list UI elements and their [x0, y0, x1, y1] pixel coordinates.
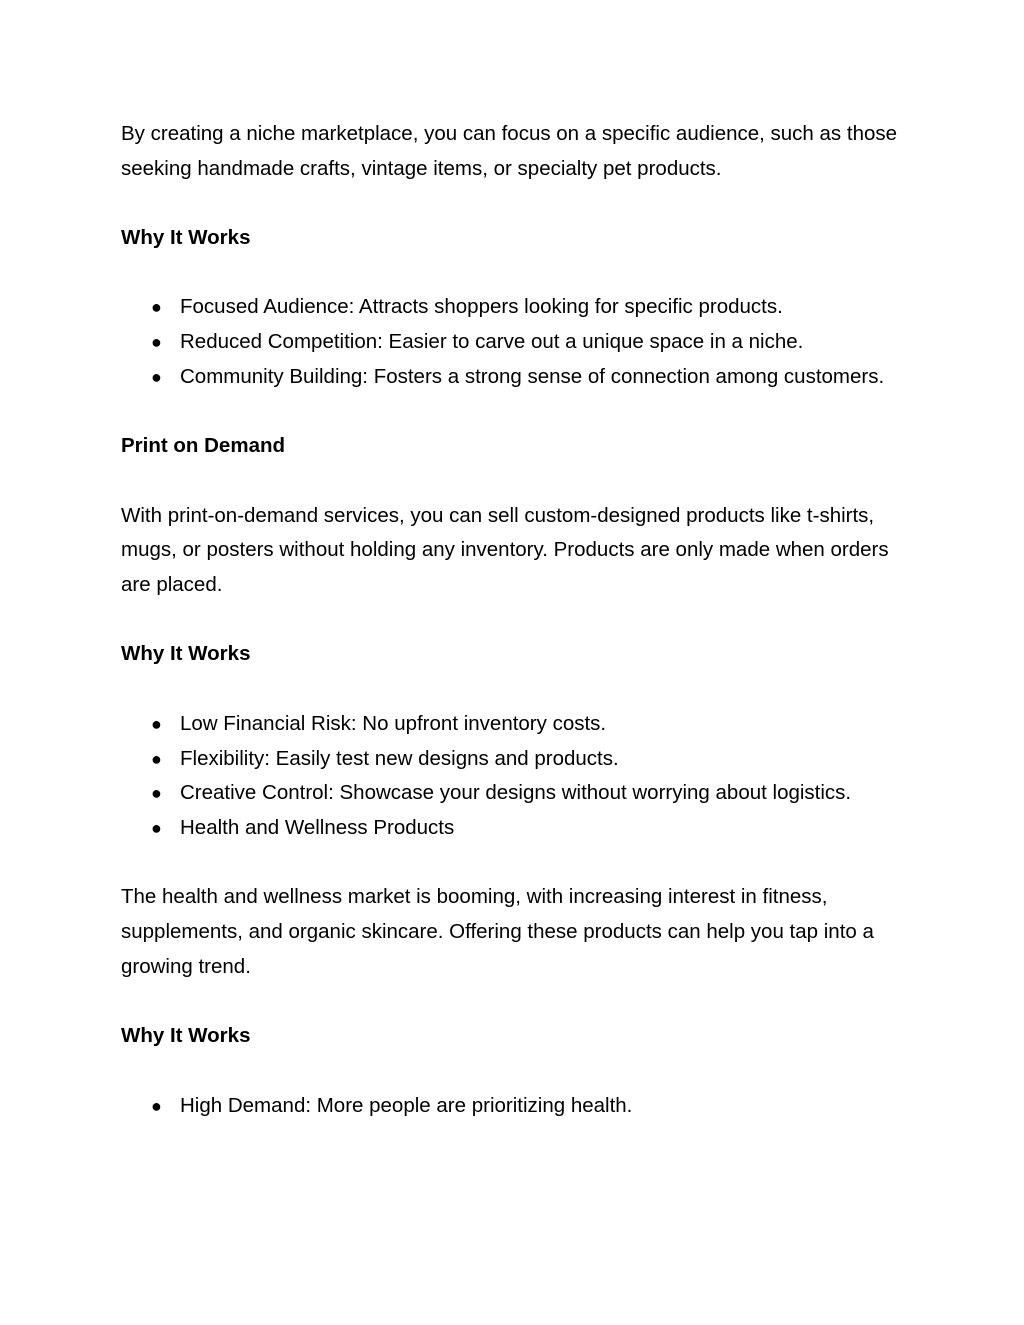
section-heading: Print on Demand	[121, 434, 286, 458]
list-item	[121, 707, 907, 742]
section-heading: Why It Works	[121, 642, 251, 666]
list-item-text: Low Financial Risk: No upfront inventory costs.	[180, 711, 607, 735]
list-item	[121, 742, 907, 777]
document-page	[121, 117, 907, 1158]
list-item-text: Health and Wellness Products	[180, 815, 455, 839]
print-on-demand-paragraph: With print-on-demand services, you can sell custom-designed products like t-shirts, mugs, or posters without holding any inventory. Products are only made when orders are placed.	[121, 503, 889, 597]
list-item-text: Focused Audience: Attracts shoppers looking for specific products.	[180, 295, 783, 319]
list-item-text: Flexibility: Easily test new designs and products.	[180, 746, 619, 770]
bullet-icon: ●	[151, 297, 162, 318]
list-item	[121, 290, 907, 325]
list-item	[121, 360, 907, 395]
list-item	[121, 1089, 907, 1124]
bullet-icon: ●	[151, 817, 162, 838]
section-heading: Why It Works	[121, 226, 251, 250]
list-item	[121, 811, 907, 846]
list-item	[121, 325, 907, 360]
list-item-text: Creative Control: Showcase your designs without worrying about logistics.	[180, 781, 852, 805]
bullet-list	[121, 290, 907, 394]
bullet-list	[121, 1089, 907, 1124]
list-item-text: High Demand: More people are prioritizing health.	[180, 1093, 633, 1117]
bullet-list	[121, 707, 907, 846]
list-item	[121, 776, 907, 811]
bullet-icon: ●	[151, 783, 162, 804]
bullet-icon: ●	[151, 332, 162, 353]
bullet-icon: ●	[151, 713, 162, 734]
bullet-icon: ●	[151, 366, 162, 387]
intro-paragraph: By creating a niche marketplace, you can focus on a specific audience, such as those seeking handmade crafts, vintage items, or specialty pet products.	[121, 122, 898, 180]
bullet-icon: ●	[151, 1095, 162, 1116]
section-heading: Why It Works	[121, 1024, 251, 1048]
list-item-text: Reduced Competition: Easier to carve out a unique space in a niche.	[180, 330, 804, 354]
bullet-icon: ●	[151, 748, 162, 769]
health-paragraph: The health and wellness market is booming, with increasing interest in fitness, supplements, and organic skincare. Offering these products can help you tap into a growing trend.	[121, 885, 874, 978]
list-item-text: Community Building: Fosters a strong sense of connection among customers.	[180, 364, 885, 388]
